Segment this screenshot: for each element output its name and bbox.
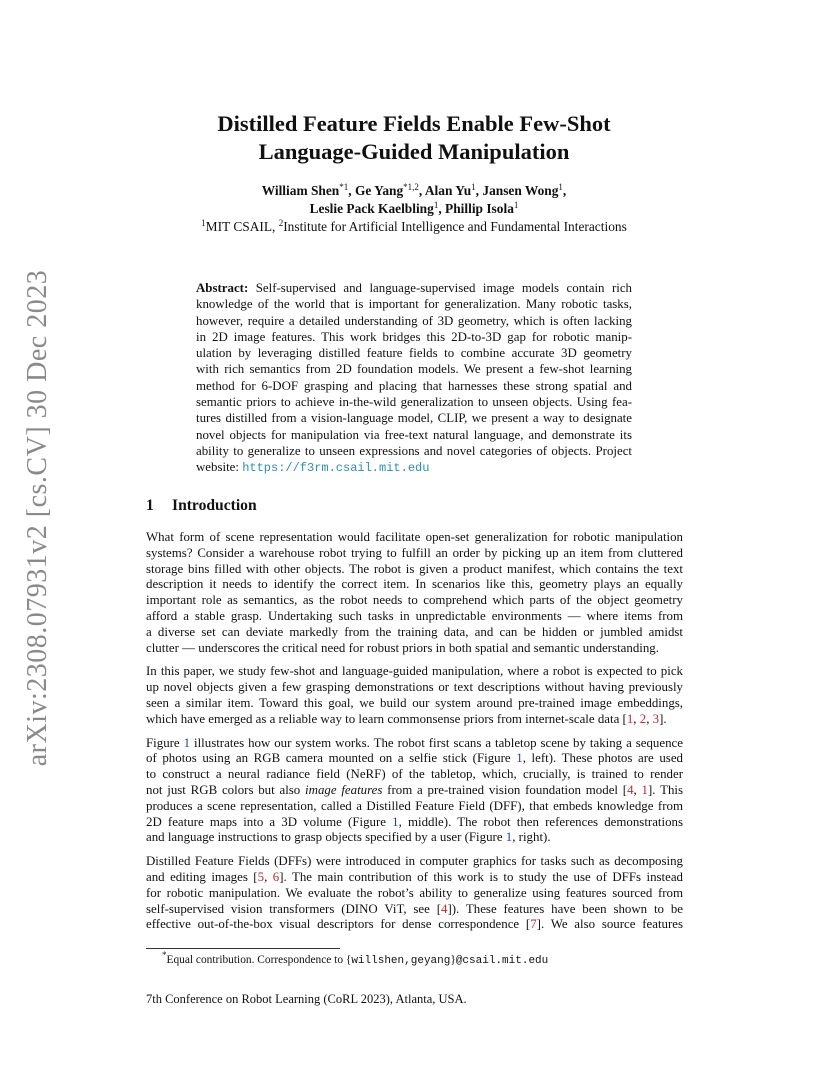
citation-link[interactable]: 2 xyxy=(639,711,647,726)
abstract-line: novel objects for manipulation via free-text natural language, and demonstrate its xyxy=(196,427,632,442)
citation-link[interactable]: 6 xyxy=(272,869,280,884)
abstract-line: however, require a detailed understanding of 3D geometry, which is often lacking xyxy=(196,313,632,328)
text-fragment: and language instructions to grasp objects specified by a user (Figure xyxy=(146,830,506,845)
citation-link[interactable]: 4 xyxy=(441,901,448,916)
paragraph-4 xyxy=(146,854,683,933)
text-fragment: from a pre-trained vision foundation model [ xyxy=(382,782,628,797)
citation-link[interactable]: 1 xyxy=(626,711,634,726)
figure-ref-link[interactable]: 1 xyxy=(392,814,399,829)
paragraph-1 xyxy=(146,530,683,656)
citation-link[interactable]: 4 xyxy=(627,782,634,797)
text-fragment: and editing images [ xyxy=(146,869,258,884)
separator: , xyxy=(633,711,640,726)
text-fragment: , middle). The robot then references demonstrations xyxy=(398,814,683,829)
author-mark: 1 xyxy=(433,200,439,210)
section-number: 1 xyxy=(146,497,154,514)
abstract-line: semantic priors to achieve in-the-wild generalization to unseen objects. Using fea- xyxy=(196,395,632,410)
author-mark: *1 xyxy=(339,182,349,192)
text-line: Distilled Feature Fields (DFFs) were introduced in computer graphics for tasks such as decomposing xyxy=(146,854,683,869)
separator: , xyxy=(633,782,642,797)
paragraph-3 xyxy=(146,736,683,847)
email-users: willshen,geyang xyxy=(351,955,451,967)
text-fragment: , left). These photos are used xyxy=(522,751,683,766)
affil-text: MIT CSAIL, xyxy=(205,219,279,234)
author-name: Leslie Pack Kaelbling xyxy=(309,201,434,216)
citation-link[interactable]: 5 xyxy=(257,869,265,884)
author-name: Alan Yu xyxy=(424,183,472,198)
emphasis-text: image features xyxy=(305,782,383,797)
text-line: a diverse set can deviate markedly from the training data, and can be hidden or jumbled amidst xyxy=(146,624,683,639)
text-line: produces a scene representation, called a Distilled Feature Field (DFF), that embeds knowledge from xyxy=(146,798,683,813)
figure-ref-link[interactable]: 1 xyxy=(183,735,191,750)
abstract-line: ability to generalize to unseen expressions and novel categories of objects. Project xyxy=(196,443,632,458)
introduction-body xyxy=(146,530,683,941)
text-line: which have emerged as a reliable way to learn commonsense priors from internet-scale data [ xyxy=(146,711,627,726)
author-name: Phillip Isola xyxy=(445,201,514,216)
author-name: Jansen Wong xyxy=(482,183,559,198)
email-domain: @csail.mit.edu xyxy=(455,955,549,967)
separator: , xyxy=(264,869,273,884)
abstract xyxy=(196,280,632,476)
text-fragment: illustrates how our system works. The robot first scans a tabletop scene by taking a sequence xyxy=(190,735,683,750)
text-fragment: effective out-of-the-box visual descriptors for dense correspondence [ xyxy=(146,917,531,932)
text-line: clutter — underscores the critical need for robust priors in both spatial and semantic understanding. xyxy=(146,640,659,655)
text-line: to construct a neural radiance field (NeRF) of the tabletop, which, crucially, is trained to render xyxy=(146,767,683,782)
abstract-line: tures distilled from a vision-language model, CLIP, we present a way to designate xyxy=(196,411,632,426)
footnote-rule xyxy=(146,948,340,949)
figure-ref-link[interactable]: 1 xyxy=(505,830,513,845)
abstract-line: knowledge of the world that is important for generalization. Many robotic tasks, xyxy=(196,297,632,312)
project-website-link[interactable]: https://f3rm.csail.mit.edu xyxy=(242,461,430,476)
section-title: Introduction xyxy=(172,497,257,514)
arxiv-identifier: arXiv:2308.07931v2 [cs.CV] 30 Dec 2023 xyxy=(22,269,54,766)
abstract-label: Abstract: xyxy=(196,281,249,295)
abstract-line: with rich semantics from 2D foundation models. We present a few-shot learning xyxy=(196,362,632,377)
text-line: What form of scene representation would facilitate open-set generalization for robotic manipulation xyxy=(146,530,683,544)
text-line: storage bins filled with other objects. The robot is given a product manifest, which contains the text xyxy=(146,561,683,576)
author-name: Ge Yang xyxy=(354,183,404,198)
footnote xyxy=(162,950,549,968)
title-line-1: Distilled Feature Fields Enable Few-Shot xyxy=(217,111,611,136)
text-line: important role as semantics, as the robot needs to comprehend which parts of the object geometry xyxy=(146,593,683,608)
conference-footer: 7th Conference on Robot Learning (CoRL 2023), Atlanta, USA. xyxy=(146,992,467,1006)
title-line-2: Language-Guided Manipulation xyxy=(258,139,570,164)
text-line: In this paper, we study few-shot and language-guided manipulation, where a robot is expected to pick xyxy=(146,664,683,679)
abstract-line: website: xyxy=(196,460,243,475)
author-mark: 1 xyxy=(471,182,476,192)
text-line: afford a stable grasp. Undertaking such tasks in unpredictable environments — where items from xyxy=(146,608,683,623)
author-mark: 1 xyxy=(558,182,563,192)
text-fragment: Figure xyxy=(146,735,184,750)
text-fragment: ]). These features have been shown to be xyxy=(447,901,683,916)
abstract-line: in 2D image features. This work bridges this 2D-to-3D gap for robotic manip- xyxy=(196,329,632,344)
footnote-text: Equal contribution. Correspondence to xyxy=(166,954,346,966)
text-fragment: self-supervised vision transformers (DINO ViT, see [ xyxy=(146,901,442,916)
abstract-line: method for 6-DOF grasping and placing that harnesses these strong spatial and xyxy=(196,378,632,393)
affil-text: Institute for Artificial Intelligence and Fundamental Interactions xyxy=(283,219,627,234)
text-fragment: ]. We also source features xyxy=(536,917,684,932)
paper-title xyxy=(145,110,683,166)
text-line: up novel objects given a few grasping demonstrations or text descriptions without having previously xyxy=(146,680,683,695)
text-fragment: 2D feature maps into a 3D volume (Figure xyxy=(146,814,393,829)
author-mark: 1 xyxy=(513,200,519,210)
author-list: William Shen$^{*1}$, Ge Yang$^{*1,2}$, Alan Yu$^1$, Jansen Wong$^1$, Leslie Pack Kaelbling$^1$, Phillip Isola$^1$ xyxy=(261,182,567,216)
text-fragment: } xyxy=(450,954,456,966)
arxiv-stamp xyxy=(14,269,62,766)
text-line: systems? Consider a warehouse robot trying to fulfill an order by picking up an item from cluttered xyxy=(146,545,683,560)
citation-link[interactable]: 3 xyxy=(652,711,660,726)
text-fragment: , right). xyxy=(512,830,551,845)
text-fragment: { xyxy=(345,954,352,966)
text-fragment: of photos using an RGB camera mounted on a selfie stick (Figure xyxy=(146,751,517,766)
citation-link[interactable]: 7 xyxy=(530,917,537,932)
text-line: seen a similar item. Toward this goal, we build our system around pre-trained image embeddings, xyxy=(146,695,683,710)
text-fragment: ]. The main contribution of this work is to study the use of DFFs instead xyxy=(279,869,683,884)
text-fragment: ]. xyxy=(659,711,667,726)
author-name: William Shen xyxy=(261,183,340,198)
citation-link[interactable]: 1 xyxy=(641,782,648,797)
author-mark: *1,2 xyxy=(403,182,419,192)
figure-ref-link[interactable]: 1 xyxy=(516,751,523,766)
affil-mark: 2 xyxy=(278,218,284,228)
paragraph-2 xyxy=(146,664,683,727)
abstract-line: Self-supervised and language-supervised image models contain rich xyxy=(255,281,632,295)
separator: , xyxy=(646,711,653,726)
text-line: for robotic manipulation. We evaluate the robot’s ability to generalize using features sourced from xyxy=(146,885,683,900)
affil-mark: 1 xyxy=(201,218,206,228)
abstract-line: ulation by leveraging distilled feature fields to combine accurate 3D geometry xyxy=(196,346,632,361)
text-fragment: ]. This xyxy=(648,782,683,797)
section-heading xyxy=(146,497,257,515)
footnote-mark: * xyxy=(162,950,167,960)
affiliations xyxy=(145,218,683,236)
text-fragment: not just RGB colors but also xyxy=(146,782,306,797)
text-line: description it needs to identify the correct item. In scenarios like this, geometry plays an equally xyxy=(146,577,683,592)
